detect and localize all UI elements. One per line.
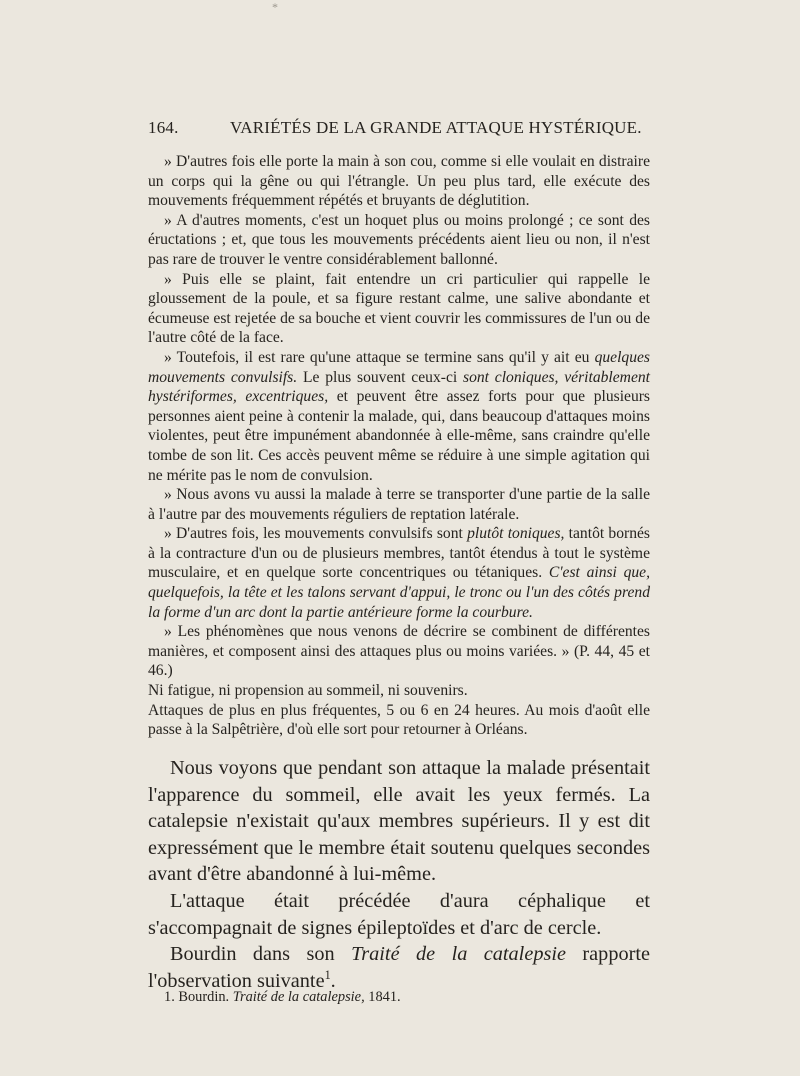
italic-run: plutôt toniques, (467, 525, 565, 543)
paragraph (148, 888, 650, 941)
italic-run: quelques mouvements convulsifs. (148, 348, 650, 386)
paragraph (148, 524, 650, 622)
paragraph (148, 348, 650, 485)
text-run: » D'autres fois, les mouvements convulsifs sont (164, 525, 468, 543)
text-run: et peuvent être assez forts pour que plusieurs personnes aient peine à contenir la malade, qui, dans beaucoup d'attaques moins violentes, peut être impunément abandonnée à elle-même, sans craindre qu'elle tombe de son lit. Ces accès peuvent même se réduire à une simple agitation qui ne mérite pas le nom de convulsion. (148, 388, 651, 484)
paragraph (148, 485, 650, 524)
page-number: 164. (148, 118, 179, 137)
text-run: » Les phénomènes que nous venons de décrire se combinent de différentes manières, et composent ainsi des attaques plus ou moins variées. » (P. 44, 45 et 46.) (148, 623, 650, 680)
text-run: L'attaque était précédée d'aura céphalique et s'accompagnait de signes épileptoïdes et d'arc de cercle. (148, 889, 650, 939)
text-run: » Puis elle se plaint, fait entendre un cri particulier qui rappelle le gloussement de la poule, et sa figure restant calme, une salive abondante et écumeuse est rejetée de sa bouche et vient couvrir les commissures de l'un ou de l'autre côté de la face. (148, 270, 650, 347)
footnote-ref: 1 (324, 967, 331, 982)
text-run: Attaques de plus en plus fréquentes, 5 ou 6 en 24 heures. Au mois d'août elle passe à la Salpêtrière, d'où elle sort pour retourner à Orléans. (148, 701, 650, 739)
italic-run: Traité de la catalepsie (351, 943, 566, 966)
text-run: Bourdin dans son (170, 943, 352, 966)
paragraph (148, 622, 650, 681)
italic-run: Traité de la catalepsie, (232, 989, 365, 1005)
paragraph (148, 755, 650, 888)
text-run: » Toutefois, il est rare qu'une attaque se termine sans qu'il y ait eu (164, 348, 595, 366)
paragraph (148, 211, 650, 270)
text-run: . (330, 969, 336, 992)
text-run: » A d'autres moments, c'est un hoquet plus ou moins prolongé ; ce sont des éructations ; et, que tous les mouvements précédents aient lieu ou non, il n'est pas rare de trouver le ventre considérablement ballonné. (148, 211, 650, 268)
text-run: 1841. (364, 989, 401, 1005)
paragraph (148, 701, 650, 740)
page-mark: * (272, 0, 278, 14)
text-run: tantôt bornés à la contracture d'un ou de plusieurs membres, tantôt étendus à tout le système musculaire, et en quelque sorte concentriques ou tétaniques. (148, 525, 650, 582)
text-run: » D'autres fois elle porte la main à son cou, comme si elle voulait en distraire un corps qui la gêne ou qui l'étrangle. Un peu plus tard, elle exécute des mouvements fréquemment répétés et bruyants de déglutition. (148, 153, 650, 210)
text-run: Nous voyons que pendant son attaque la malade présentait l'apparence du sommeil, elle avait les yeux fermés. La catalepsie n'existait qu'aux membres supérieurs. Il y est dit expressément que le membre était soutenu quelques secondes avant d'être abandonné à lui-même. (148, 757, 650, 886)
text-run: Ni fatigue, ni propension au sommeil, ni souvenirs. (148, 682, 468, 700)
text-run: » Nous avons vu aussi la malade à terre se transporter d'une partie de la salle à l'autre par des mouvements réguliers de reptation latérale. (148, 486, 650, 523)
text-run: Le plus souvent ceux-ci (297, 368, 463, 386)
footnote (164, 988, 644, 1006)
running-title: VARIÉTÉS DE LA GRANDE ATTAQUE HYSTÉRIQUE. (230, 118, 642, 137)
italic-run: sont cloniques, véritablement hystériformes, excentriques, (148, 368, 650, 406)
paragraph (148, 681, 650, 701)
commentary-text (148, 755, 650, 994)
paragraph (148, 941, 650, 994)
italic-run: C'est ainsi que, quelquefois, la tête et les talons servant d'appui, le tronc ou l'un des côtés prend la forme d'un arc dont la partie antérieure forme la courbure. (148, 564, 650, 621)
quoted-observation (148, 152, 650, 740)
text-run: 1. Bourdin. (164, 989, 233, 1005)
text-run: rapporte l'observation suivante (148, 943, 650, 992)
paragraph (148, 270, 650, 348)
paragraph (148, 152, 650, 211)
